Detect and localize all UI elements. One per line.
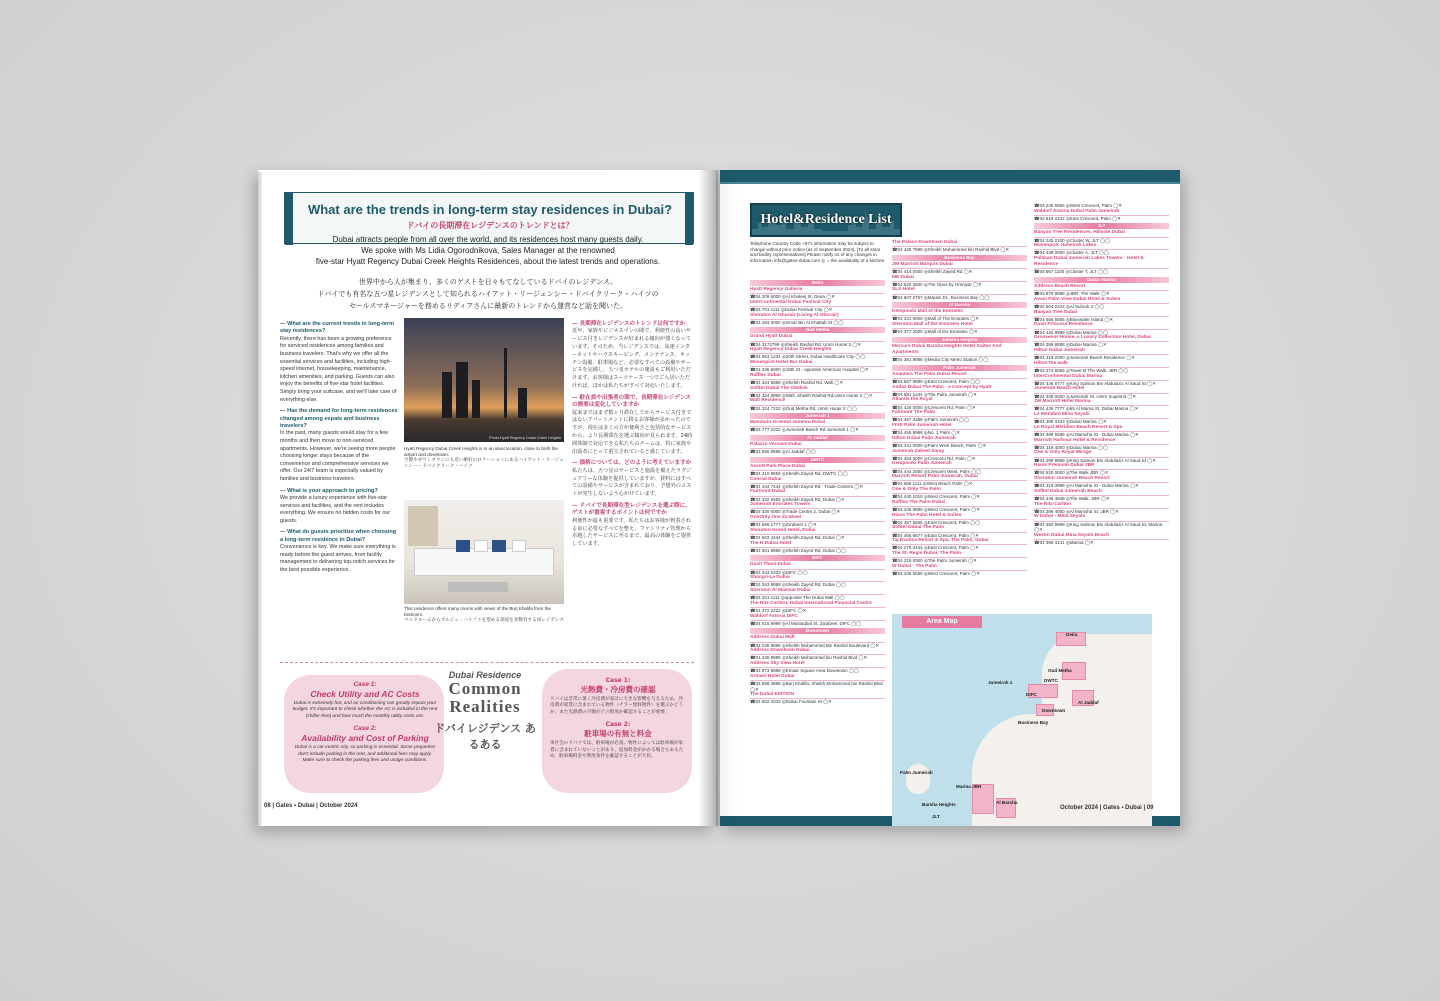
hotel-info: ☎04 310 8555 ◎Sheikh Zayed Rd, DWTC ◯◯ [750, 470, 848, 476]
hotel-name: Le Royal Meridien Beach Resort & Spa [1034, 425, 1169, 432]
answer: Recently, there has been a growing preference for serviced residences among families and business travelers. That's why we offer all the essential services and facilities, including high-speed internet, housekeeping, maintenance, kitchen amenities, and parking. Guests can also enjoy the benefits of five-star hotel facilities. Simply bring your suitcase, and we'll take care of everything else. [280, 335, 397, 403]
map-label: Palm Jumeirah [900, 770, 933, 775]
hotel-name: InterContinental Dubai Marina [1034, 374, 1169, 381]
photo2-caption-en: This residence offers many rooms with views of the Burj Khalifa from the bedroom. [404, 606, 551, 617]
area-heading: Dubai Marina [1034, 277, 1169, 283]
list-title: Hotel&Residence List [760, 212, 892, 227]
hotel-name: Sheraton Jumeirah Beach Resort [1034, 476, 1169, 483]
hotel-info: ☎04 777 2222 ◎Jumeirah Beach Rd Jumeirah 1 ◯✕ [750, 427, 859, 433]
hotel-name: Shangri-La Dubai [750, 575, 885, 582]
hotel-info: ☎04 879 8888 ◎JBR, The Walk ◯✕ [1034, 291, 1110, 297]
article-title: What are the trends in long-term stay residences in Dubai? [307, 202, 673, 217]
case2-body: Dubai is a car-centric city, so parking is essential. Some properties don't include parking in the rent, and additional fees may apply. Make sure to check the parking fees and usage conditions. [294, 745, 436, 764]
hotel-name: JW Marriott Marquis Dubai [892, 262, 1027, 269]
hotel-name: Jumeirah Emirates Towers [750, 502, 885, 509]
area-heading: Business Bay [892, 255, 1027, 261]
map-label: Oud Metha [1048, 668, 1072, 673]
hotel-info: ☎04 666 1777 ◎Za'abeel 1 ◯✕ [750, 522, 817, 528]
hotel-name: Hilton the walk [1034, 361, 1169, 368]
hotel-name: Ascott Park Place Dubai [750, 464, 885, 471]
hotel-info: ☎04 209 6000 ◎Al Khaleej St, Deira ◯✕ [750, 294, 835, 300]
center-title-jp: ドバイレジデンス あるある [434, 722, 536, 751]
hotel-info: ☎04 343 8888 ◎Sheikh Zayed Rd, Dubai ◯◯ [750, 582, 846, 588]
hotel-info: ☎04 666 1111 ◎West Beach Palm ◯✕ [892, 481, 973, 487]
hotel-name: Movenpick Hotel Bur Dubai [750, 360, 885, 367]
qa-column-en [280, 317, 398, 575]
case2j-title: 駐車場の有無と料金 [584, 729, 652, 739]
answer-jp: 従来まではまず数ヶ月滞在してからサービス付きではないアパートメントに移るお客様が多かったのですが、現在は多くの方が便利さと包括的なサービスから、より長期滞在を選ぶ傾向が見られます。24時間体制で対応できる私たちのチームは、特に家族や出張者にとって重宝されていると感じています。 [572, 409, 693, 455]
question: — What do guests prioritize when choosing a long-term residence in Dubai? [280, 529, 397, 543]
hotel-name: Movenpick Jumeirah Lakes [1034, 243, 1169, 250]
hotel-name: One & Only Royal Mirage [1034, 450, 1169, 457]
hotel-info: ☎04 374 5555 ◎Tower B The Walk, JBR ◯◯ [1034, 367, 1129, 373]
list-notice: Telephone Country Code +971 information may be subject to change without prior notice (as of September 2024). [To all store and facility representatives] Please notify us of any changes in information info@gates-dubai.com ◎ = the availability of a kitchen. [750, 241, 886, 263]
center-title-small: Dubai Residence [448, 670, 522, 680]
question-jp: — 駐在員や出張者の間で、長期滞在レジデンスの需要は変化していますか [572, 394, 691, 409]
hotel-name: Fairmont The Palm [892, 410, 1027, 417]
hotel-name: Sheraton Al Mamzar Dubai [750, 588, 885, 595]
hotel-name: Banyan Tree Dubai [1034, 310, 1169, 317]
hotel-name: One & Only The Palm [892, 487, 1027, 494]
map-label: DIFC [1026, 692, 1037, 697]
hotel-name: Westin Dubai Mina Seyahi Beach [1034, 533, 1169, 540]
hotel-info: ☎04 315 3999 ◎Al Mamsha St - Dubai Marina ◯✕ [1034, 483, 1139, 489]
hotel-info: ☎04 319 4000 ◎Dubai Marina ◯◯ [1034, 444, 1108, 450]
hotel-name: Sofitel Dubai The Palm [892, 525, 1027, 532]
hotel-info: ☎04 399 5555 ◎Al Mamsha St - Dubai Marina ◯✕ [1034, 431, 1139, 437]
hotel-info: ☎04 888 3888 ◎Burj Khalifa, Sheikh Mohammed bin Rashid Blvd ◯✕ [750, 680, 883, 692]
hotel-info: ☎04 341 0000 ◎Palm West Beach, Palm ◯✕ [892, 442, 987, 448]
hotel-name: Sofitel Dubai The Obelisk [750, 386, 885, 393]
hotel-name: Marriott Harbour Hotel & Residence [1034, 438, 1169, 445]
hotel-info: ☎04 436 8888 ◎Sheikh Mohammed bin Rashid Blvd ◯✕ [750, 655, 868, 661]
top-bar-accent [720, 182, 1180, 184]
hotel-info: ☎04 602 3333 ◎Dubai Fountain St ◯✕ [750, 699, 832, 705]
hotel-info: ☎04 343 3333 ◎DIFC ◯◯ [750, 569, 808, 575]
map-label: Business Bay [1018, 720, 1049, 725]
hotel-info: ☎04 425 9999 ◎Dubai Marina ◯◯ [1034, 329, 1108, 335]
map-label: Al Jaddaf [1078, 700, 1099, 705]
intro-line-jp: セールスマネージャーを務めるリディアさんに最新のトレンドから運営など話を聞いた。 [348, 302, 628, 310]
hotel-info: ☎04 399 9999 ◎King Salman Bin Abdulaziz Al Saud St ◯✕ [1034, 457, 1156, 463]
area-heading: JLT [1034, 223, 1169, 229]
hotel-name: Taj Exotica Resort & Spa, The Palm, Dubai [892, 538, 1027, 545]
photo-credit: Photo:Hyatt Regency Dubai Creek Heights [489, 436, 561, 440]
magazine-spread [258, 170, 1183, 830]
hotel-info: ☎04 457 5555 ◎East Crescent, Palm ◯◯ [892, 519, 981, 525]
hotel-info: ☎04 581 1234 ◎The Palm Jumeirah ◯✕ [892, 391, 977, 397]
common-realities-title [430, 670, 540, 798]
hotel-info: ☎04 553 1234 ◎20th Street, Dubai Healthcare City ◯◯ [750, 354, 866, 360]
case1-head: Case 1: [353, 681, 377, 688]
hotel-skyline-photo [404, 318, 564, 442]
hotel-name: Grand Hyatt Dubai [750, 334, 885, 341]
hotel-name: The Ritz-Carlton [1034, 502, 1169, 509]
hotel-name: Conrad Dubai [750, 477, 885, 484]
intro-text-jp [288, 276, 688, 312]
right-page [720, 170, 1180, 826]
center-title-big: Common Realities [448, 679, 522, 716]
photo1-caption-en: Hyatt Regency Dubai Creek Heights is in an ideal location, close to both the airport and downtown. [404, 446, 558, 457]
hotel-column-1 [750, 278, 885, 705]
hotel-info: ☎04 701 1111 ◎Dubai Festival City ◯✕ [750, 307, 833, 312]
hotel-info: ☎04 245 8888 ◎Sheikh Mohammed Bin Rashid Boulevard ◯✕ [750, 642, 880, 648]
area-heading: Oud Metha [750, 327, 885, 333]
qa-column-jp [572, 317, 694, 549]
hotel-info: ☎04 455 6677 ◎East Crescent, Palm ◯✕ [892, 532, 979, 538]
map-title: Area Map [902, 616, 982, 628]
hotel-name: Banyan Tree Residences, Hillside Dubai [1034, 230, 1169, 237]
question-jp: — ドバイで長期滞在型レジデンスを選ぶ際に、ゲストが重視するポイントは何ですか [572, 502, 691, 517]
hotel-info: ☎04 218 0000 ◎The Palm Jumeirah ◯✕ [892, 558, 977, 564]
question: — What are the current trends in long-term stay residences? [280, 321, 395, 335]
hotel-info: ☎04 567 1100 ◎Cluster T, JLT ◯◯ [1034, 269, 1109, 275]
intro-line: five-star Hyatt Regency Dubai Creek Heights Residences, about the latest trends and operations. [315, 257, 661, 266]
area-heading: Al Jaddaf [750, 435, 885, 441]
sofa [414, 548, 554, 576]
map-label: Marina JBR [956, 784, 982, 789]
hotel-info: ☎04 381 8888 ◎Media City Metro Station ◯◯ [892, 357, 989, 363]
hotel-info: ☎04 435 7777 ◎65 Al Marsa St, Dubai Marina ◯✕ [1034, 406, 1139, 412]
hotel-info: ☎04 448 4848 ◎The Walk, JBR ◯✕ [1034, 495, 1110, 501]
hotel-name: The St. Regis Dubai, The Palm [892, 551, 1027, 558]
hotel-name: Hyatt Regency Dubai Creek Heights [750, 347, 885, 354]
hotel-info: ☎04 336 6000 ◎19th St - opposite American Hospital ◯✕ [750, 367, 869, 373]
hotel-info: ☎04 556 8888 ◎Al Jaddaf ◯◯ [750, 449, 816, 455]
hotel-name: Sofitel Dubai Jumeirah Beach [1034, 489, 1169, 496]
area-heading: DIFC [750, 555, 885, 561]
hotel-info: ☎04 324 8888 ◎Sheikh Rashid Rd, Wafi ◯✕ [750, 379, 844, 385]
hotel-info: ☎04 525 2500 ◎The Opus by Omniyat ◯✕ [892, 281, 982, 287]
hotel-name: Rixos The Palm Hotel & Suites [892, 513, 1027, 520]
hotel-info: ☎04 324 9999 ◎Wafi, Sheikh Rashid Rd,Umm Hurair 2 ◯✕ [750, 392, 873, 398]
left-page [258, 170, 716, 826]
page-footer-right: October 2024 | Gates ▪ Dubai | 09 [1060, 805, 1154, 811]
hotel-name: Atlantis the Royal [892, 397, 1027, 404]
hotel-info: ☎04 440 1010 ◎West Crescent, Palm ◯✕ [892, 494, 981, 500]
photo2-caption-jp: ベッドルームからブルジュ・ハリファを望める部屋を多数有する同レジデンス [404, 618, 564, 623]
map-label: Barsha Heights [922, 802, 956, 807]
hotel-info: ☎04 275 4444 ◎East Crescent, Palm ◯✕ [892, 545, 979, 551]
map-label: Downtown [1042, 708, 1066, 713]
hotel-info: ☎04 399 4000 ◎Al Mamsha St, JBR ◯✕ [1034, 508, 1119, 514]
hotel-info: ☎04 399 4141 ◎Marina ◯✕ [1034, 539, 1094, 545]
intro-line: Dubai attracts people from all over the world, and its residences host many guests daily. [332, 235, 644, 244]
hotel-info: ☎04 438 0000 ◎Cluster A, JLT ◯◯ [1034, 250, 1109, 256]
hotel-name: Mercure Dubai Barsha Heights Hotel Suites And Apartments [892, 344, 1027, 357]
hotel-name: Address Dubai Mall [750, 635, 885, 642]
hotel-name: Armani Hotel Dubai [750, 674, 885, 681]
hotel-info: ☎04 520 0000 ◎The Walk JBR ◯✕ [1034, 470, 1109, 476]
hotel-name: Rixos Premium Dubai JBR [1034, 463, 1169, 470]
hotel-info: ☎04 399 8888 ◎Dubai Marina ◯✕ [1034, 342, 1107, 348]
hotel-name: Dusit Thani Dubai [750, 562, 885, 569]
answer-jp: 私たちは、五つ星のサービスと施設を備えたラグジュアリーな体験を提供していますが、賃料にはすべての設備やサービスが含まれており、予想外のコストが発生しないよう心がけています。 [572, 467, 692, 498]
hotel-info: ☎04 350 9999 ◎King Salman Bin Abdulaziz Al Saud St, Marina ◯✕ [1034, 521, 1163, 533]
question-jp: — 長期滞在レジデンスのトレンドは何ですか [572, 321, 686, 327]
intro-line: We spoke with Ms Lidia Ogorodnikova, Sales Manager at the renowned [361, 246, 615, 255]
hotel-info: ☎04 245 2100 ◎Cluster W, JLT ◯◯ [1034, 237, 1111, 243]
hotel-name: Address Sky View Hotel [750, 661, 885, 668]
hotel-name: Jumeirah Beach Hotel [1034, 386, 1169, 393]
hotel-name: JW Marriott Hotel Marina [1034, 399, 1169, 406]
intro-text [288, 234, 688, 267]
hotel-info: ☎04 324 7222 ◎Oud Metha Rd, Umm Hurair 2 ◯◯ [750, 405, 857, 411]
hotel-info: ☎04 501 8888 ◎Sheikh Zayed Rd, Dubai ◯◯ [750, 547, 846, 553]
photo2-caption [404, 606, 564, 624]
hotel-name: OneOnly One Za'abeel [750, 515, 885, 522]
hotel-info: ☎04 457 3388 ◎Palm Jumeirah ◯◯ [892, 417, 970, 423]
hotel-name: Le Meridien Mina Seyahi [1034, 412, 1169, 419]
answer: In the past, many guests would stay for a few months and then move to non-serviced apartments. However, we're seeing more people choosing longer stays because of the convenience and comprehensive services we offer. Our 24/7 team is especially valued by families and business travelers. [280, 430, 396, 482]
hotel-column-2 [892, 240, 1027, 577]
hotel-info: ☎04 348 0000 ◎Jumeirah St, Umm Suqeim3 ◯✕ [1034, 393, 1137, 399]
question-jp: — 価格については、どのように考えていますか [572, 460, 692, 467]
hotel-name: Hilton Dubai Palm Jumeirah [892, 436, 1027, 443]
hotel-name: Wafi Residence [750, 398, 885, 405]
hotel-name: Sheraton Al Ghurair (Living Al Ghurair) [750, 313, 885, 320]
hotel-info: ☎04 604 2222 ◎Al Sufouh 2 ◯◯ [1034, 303, 1105, 309]
area-heading: Palm Jumeirah [892, 365, 1027, 371]
hotel-name: The Dubai EDITION [750, 692, 885, 699]
hotel-info: ☎04 330 0000 ◎Trade Centre 2, Dubai ◯✕ [750, 509, 841, 515]
list-header [750, 203, 902, 237]
hotel-name: Grosvenor House, a Luxury Collection Hotel, Dubai [1034, 335, 1169, 342]
intro-line-jp: 世界中から人が集まり、多くのゲストを日々もてなしているドバイのレジデンス。 [358, 278, 618, 286]
area-heading: Downtown [750, 628, 885, 634]
page-edge [258, 172, 262, 826]
hotel-info: ☎04 444 7444 ◎Sheikh Zayed Rd - Trade Centre1 ◯✕ [750, 483, 864, 489]
hotel-info: ☎04 332 5555 ◎Sheikh Zayed Rd, Dubai ◯✕ [750, 496, 845, 502]
hotel-name: Raffles Dubai [750, 373, 885, 380]
hotel-info: ☎04 377 2000 ◎Mall of the Emirates ◯✕ [892, 329, 978, 335]
hotel-info: ☎04 293 3000 ◎Omar Bin Al Khattab St ◯◯ [750, 319, 844, 325]
hotel-info: ☎04 453 0000 ◎Crescent Rd, Palm ◯✕ [892, 455, 976, 461]
residence-bedroom-photo [404, 500, 564, 604]
hotel-name: Fairmont Dubai [750, 489, 885, 496]
hotel-name: Hyatt Regency Galleria [750, 287, 885, 294]
hotel-name: Waldorf Astoria DIFC [750, 614, 885, 621]
hotel-name: Raffles The Palm Dubai [892, 500, 1027, 507]
hotel-info: ☎04 607 0757 ◎Marasi Dr., Business Bay ◯◯ [892, 294, 990, 300]
hotel-info: ☎04 245 5555 ◎West Crescent, Palm ◯✕ [1034, 203, 1123, 208]
hotel-info: ☎04 426 0000 ◎Crescent Rd, Palm ◯✕ [892, 404, 976, 410]
area-heading: Jumeira Heights [892, 337, 1027, 343]
hotel-name: Mandarin Oriental Jumeira Dubai [750, 420, 885, 427]
top-bar [720, 170, 1180, 182]
answer-jp: 近年、家族やビジネスマンの間で、利便性の高いサービス付きレジデンスが好まれる傾向が強くなっています。そのため、当レジデンスでは、高速インターネットやハウスキーピング、メンテナンス、キッチン設備、駐車場など、必要なすべての設備やサービスを完備し、五つ星ホテルの施設もご利用いただけます。お客様はスーツケース一つでご入居いただければ、ほかは私たちがすべて対応いたします。 [572, 328, 692, 389]
hotel-name: Kempinski Palm Jumeirah [892, 461, 1027, 468]
case2-title: Availability and Cost of Parking [301, 733, 429, 744]
hotel-info: ☎04 428 7888 ◎Sheikh Mohammed bin Rashid Blvd ◯✕ [892, 247, 1010, 253]
hotel-info: ☎04 567 8888 ◎East Crescent, Palm ◯◯ [892, 378, 981, 384]
hotel-name: Anantara The Palm Dubai Resort [892, 372, 1027, 379]
case2-head: Case 2: [353, 725, 377, 733]
hotel-name: Pullman Dubai Jumeirah Lakes Towers - Hotel & Residence [1034, 256, 1169, 269]
question: — Has the demand for long-term residences changed among expats and business travelers? [280, 408, 398, 429]
area-heading: Jumeirah 1 [750, 413, 885, 419]
hotel-info: ☎04 873 8888 ◎Emaar Square Area Downtown ◯◯ [750, 668, 859, 674]
hotel-name: Jumeirah Zabeel Saray [892, 449, 1027, 456]
case1j-title: 光熱費・冷房費の確認 [580, 685, 656, 694]
map-label: Jumeirah 1 [988, 680, 1013, 685]
hotel-name: W Dubai - Mina Seyahi [1034, 514, 1169, 521]
hotel-info: ☎04 414 0000 ◎Sheikh Zayed Rd ◯✕ [892, 269, 973, 274]
intro-line-jp: ドバイでも有名な五つ星レジデンスとして知られるハイアット・リージェンシー・ドバイクリーク・ハイツの [317, 290, 659, 298]
answer: Convenience is key. We make sure everything is ready before the guest arrives, from facility management to delivering top-notch services for the best possible experience. [280, 544, 396, 573]
photo1-caption-jp: 空港やダウンタウンにも近い絶好のロケーションにあるハイアット・リージェンシー・ドバイクリーク・ハイツ [404, 458, 564, 469]
hotel-name: The H Dubai Hotel [750, 541, 885, 548]
hotel-info: ☎04 455 9988 ◎No. 1 Palm ◯✕ [892, 430, 961, 436]
page-footer-left: 08 | Gates ▪ Dubai | October 2024 [264, 803, 358, 809]
hotel-info: ☎04 818 2222 ◎East Crescent, Palm ◯✕ [1034, 215, 1121, 221]
hotel-info: ☎04 318 2000 ◎Jumeirah Beach Residence ◯✕ [1034, 355, 1135, 361]
case1j-head: Case 1: [605, 677, 631, 684]
hotel-info: ☎04 321 1111 ◎opposite The Dubai Mall ◯◯ [750, 595, 845, 601]
hotel-name: SLS Hotel [892, 287, 1027, 294]
hotel-name: Sheraton Mall of the Emirates Hotel [892, 322, 1027, 329]
hotel-name: Marriott Resort Palm Jumeirah, Dubai [892, 474, 1027, 481]
hotel-name: The Ritz-Carlton, Dubai International Financial Centre [750, 601, 885, 608]
hotel-name: ME Dubai [892, 275, 1027, 282]
hotel-name: The Palace Downtown Dubai [892, 240, 1027, 247]
case2j-body: 車社会のドバイでは、駐車場が必須。物件によっては駐車場が家賃に含まれていないことがあり、追加料金がかかる場合もあるため、駐車場料金や利用条件を確認することが大切。 [550, 741, 684, 760]
article-title-jp: ドバイの長期滞在レジデンスのトレンドとは？ [406, 221, 574, 230]
hotel-info: ☎04 444 2000 ◎Crescent West, Palm ◯◯ [892, 468, 982, 474]
case-en-block [292, 681, 438, 764]
hotel-info: ☎04 245 5555 ◎West Crescent, Palm ◯✕ [892, 570, 981, 576]
area-heading: Al Barsha [892, 302, 1027, 308]
map-land-palm [906, 764, 930, 794]
hotel-info: ☎04 503 4444 ◎Sheikh Zayed Rd, Dubai ◯✕ [750, 534, 845, 540]
area-heading: Deira [750, 280, 885, 286]
case1-body: Dubai is extremely hot, and air conditioning can greatly impact your budget. It's important to check whether the AC is included in the rent (chiller-free) and how much the monthly utility costs are. [292, 701, 438, 719]
case1j-body: ドバイは非常に暑く冷房費が家計に大きな影響を与えるため、冷房費が家賃に含まれている物件（チラー無料物件）を選ぶかどうか、また光熱費の月額がどの程度か確認することが重要。 [550, 697, 684, 715]
case1-title: Check Utility and AC Costs [310, 689, 420, 699]
hotel-info: ☎04 248 8888 ◎West Crescent, Palm ◯✕ [892, 506, 981, 512]
hotel-name: InterContinental Dubai Festival City [750, 300, 885, 307]
hotel-column-3 [1034, 203, 1169, 546]
map-label: Deira [1066, 632, 1078, 637]
hotel-info: ☎04 446 6777 ◎King Salman Bin Abdulaziz Al Saud St ◯✕ [1034, 380, 1156, 386]
area-heading: DWTC [750, 457, 885, 463]
photo1-caption [404, 446, 564, 470]
hotel-info: ☎04 515 9999 ◎Al Mustaqbal St, Za'abeel, DIFC ◯◯ [750, 620, 862, 626]
hotel-info: ☎04 341 0000 ◎Mall of The Emirates ◯✕ [892, 316, 980, 322]
hotel-name: Dusit Princess Residence [1034, 322, 1169, 329]
hotel-info: ☎04 556 5555 ◎Bluewater Island ◯✕ [1034, 316, 1114, 322]
hotel-info: ☎04 3172799 ◎Sheikh Rashid Rd, Umm Hurair 2 ◯✕ [750, 341, 862, 347]
hotel-name: FIVE Palm Jumeirah Hotel [892, 423, 1027, 430]
answer-jp: 利便性が最も重要です。私たちはお客様が到着される前に必要なすべてを整え、ファシリティ管理から卓越したサービスに至るまで、最高の体験をご提供しています。 [572, 517, 692, 548]
case-jp-block [550, 677, 686, 760]
hotel-info: ☎04 372 2222 ◎DIFC ◯✕ [750, 607, 807, 613]
question: — What is your approach to pricing? [280, 487, 378, 494]
hotel-name: Sheraton Grand Hotel, Dubai [750, 528, 885, 535]
hotel-name: Palazzo Versace Dubai [750, 442, 885, 449]
hotel-name: Address Beach Resort [1034, 284, 1169, 291]
map-label: JLT [932, 814, 940, 819]
hotel-name: Waldorf Astoria Dubai Palm Jumeirah [1034, 209, 1169, 216]
hotel-name: Andaz Dubai The Palm - a Concept by Hyatt [892, 385, 1027, 392]
hotel-name: Avani Palm View Dubai Hotel & Suites [1034, 297, 1169, 304]
answer: We provide a luxury experience with five-star services and facilities, and the rent includes everything. We ensure no hidden costs for our guests. [280, 494, 391, 524]
case2j-head: Case 2: [605, 721, 631, 729]
map-label: Al Barsha [996, 800, 1018, 805]
area-map [892, 614, 1152, 826]
hotel-name: Kempinski Mall of the Emirates [892, 309, 1027, 316]
hotel-name: Address Downtown Dubai [750, 648, 885, 655]
hotel-info: ☎04 399 3333 ◎Dubai Marina ◯✕ [1034, 419, 1107, 425]
hotel-name: W Dubai - The Palm [892, 564, 1027, 571]
map-label: DWTC [1044, 678, 1058, 683]
hotel-name: Hilton Dubai Jumeirah [1034, 348, 1169, 355]
